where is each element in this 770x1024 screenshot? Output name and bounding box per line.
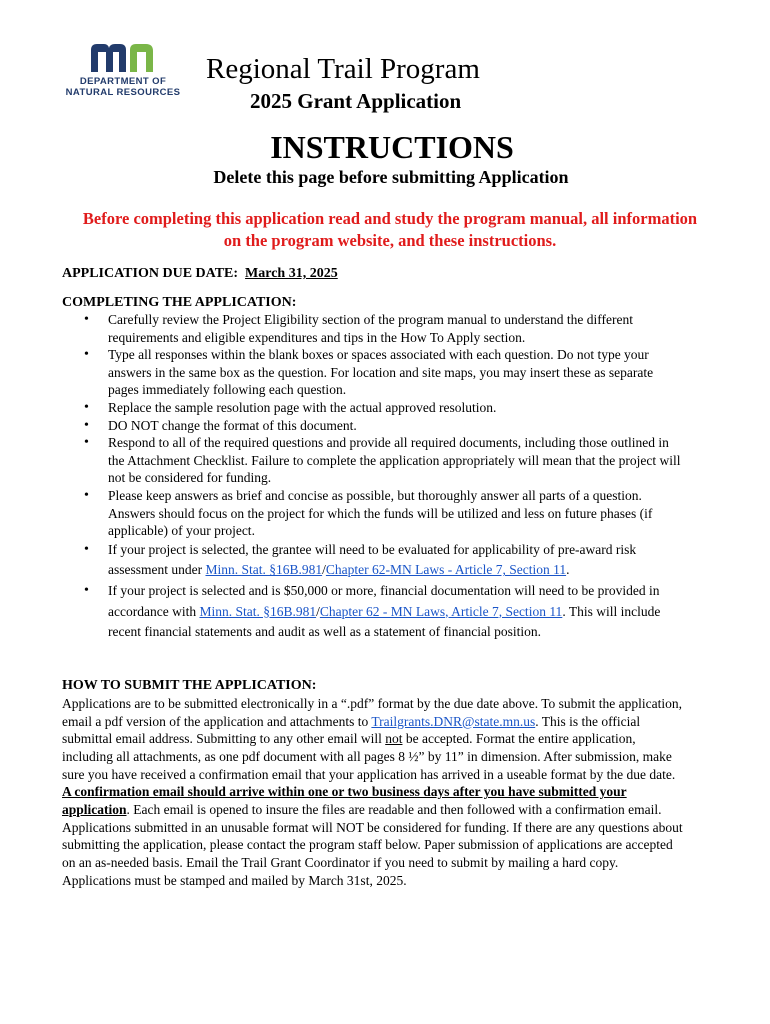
instructions-heading: INSTRUCTIONS: [270, 129, 514, 165]
list-item: [62, 581, 687, 643]
confirmation-emphasis: A confirmation email should arrive within one or two business days after you have submitted your application: [62, 784, 627, 817]
completing-list: [62, 311, 687, 643]
minn-stat-link[interactable]: Minn. Stat. §16B.981: [199, 603, 317, 619]
submit-text: . Each email is opened to insure the files are readable and then followed with a confirmation email. Applications submitted in an unusable format will NOT be considered for funding. If there are any questions about submitting the application, please contact the program staff below. Paper submission of applications are accepted on an as-needed basis. Email the Trail Grant Coordinator if you need to submit by mailing a hard copy. Applications must be stamped and mailed by March 31st, 2025.: [62, 801, 683, 888]
submittal-email-link[interactable]: Trailgrants.DNR@state.mn.us: [371, 713, 536, 729]
minn-stat-link[interactable]: Minn. Stat. §16B.981: [205, 562, 323, 578]
warning-text: Before completing this application read and study the program manual, all information on the program website, and these instructions.: [82, 209, 698, 250]
list-item: [62, 346, 687, 399]
bullet-text: Carefully review the Project Eligibility section of the program manual to understand the different requirements and eligible expenditures and tips in the How To Apply section.: [108, 312, 633, 345]
logo-line-2: NATURAL RESOURCES: [65, 87, 181, 98]
list-item: [62, 487, 687, 540]
list-item: [62, 417, 687, 435]
logo-text: [58, 76, 188, 98]
submit-heading: HOW TO SUBMIT THE APPLICATION:: [62, 678, 317, 693]
chapter-62-link[interactable]: Chapter 62-MN Laws - Article 7, Section 11: [325, 562, 567, 578]
link-separator: /: [322, 562, 326, 578]
logo-line-1: DEPARTMENT OF: [79, 76, 167, 87]
program-title: Regional Trail Program: [206, 53, 480, 85]
logo-m-icon: [91, 44, 126, 72]
submit-text: be accepted. Format the entire application, including all attachments, as one pdf document with all pages 8 ½” by 11” in dimension. After submission, make sure you have received a confirmation email that your application has arrived in a useable format by the due date.: [62, 731, 676, 782]
link-separator: /: [316, 603, 320, 619]
application-subtitle: 2025 Grant Application: [250, 89, 462, 113]
bullet-text: Respond to all of the required questions and provide all required documents, including those outlined in the Attachment Checklist. Failure to complete the application appropriately will mean that the project will not be considered for funding.: [108, 435, 681, 486]
submit-paragraph: [62, 695, 687, 889]
completing-heading: COMPLETING THE APPLICATION:: [62, 295, 297, 310]
list-item: [62, 311, 687, 346]
list-item: [62, 399, 687, 417]
not-emphasis: not: [385, 731, 403, 747]
bullet-text-end: .: [566, 562, 570, 578]
bullet-text: Please keep answers as brief and concise as possible, but thoroughly answer all parts of a question. Answers should focus on the project for which the funds will be utilized and less on future phases (if applicable) of your project.: [108, 487, 653, 539]
bullet-text: If your project is selected and is $50,000 or more, financial documentation will need to be provided in accordance with: [108, 582, 660, 619]
submit-text: Applications are to be submitted electronically in a “.pdf” format by the due date above. To submit the application, email a pdf version of the application and attachments to: [62, 696, 682, 729]
bullet-text-end: . This will include recent financial statements and audit as well as a statement of financial position.: [108, 603, 661, 640]
list-item: [62, 434, 687, 487]
due-date-value: March 31, 2025: [245, 266, 338, 281]
bullet-text: Replace the sample resolution page with the actual approved resolution.: [108, 399, 497, 415]
due-date-line: [62, 265, 338, 283]
due-date-label: APPLICATION DUE DATE:: [62, 266, 239, 281]
bullet-text: If your project is selected, the grantee will need to be evaluated for applicability of pre-award risk assessment under: [108, 541, 637, 578]
list-item: [62, 540, 687, 581]
bullet-text: DO NOT change the format of this document.: [108, 417, 357, 433]
submit-text: . This is the official submittal email address. Submitting to any other email will: [62, 713, 641, 747]
chapter-62-link[interactable]: Chapter 62 - MN Laws, Article 7, Section 11: [319, 603, 563, 619]
logo-n-icon: [130, 44, 153, 72]
delete-page-note: Delete this page before submitting Application: [213, 167, 569, 187]
bullet-text: Type all responses within the blank boxes or spaces associated with each question. Do not type your answers in the same box as the question. For location and site maps, you may insert these as separate pages immediately following each question.: [108, 347, 654, 398]
